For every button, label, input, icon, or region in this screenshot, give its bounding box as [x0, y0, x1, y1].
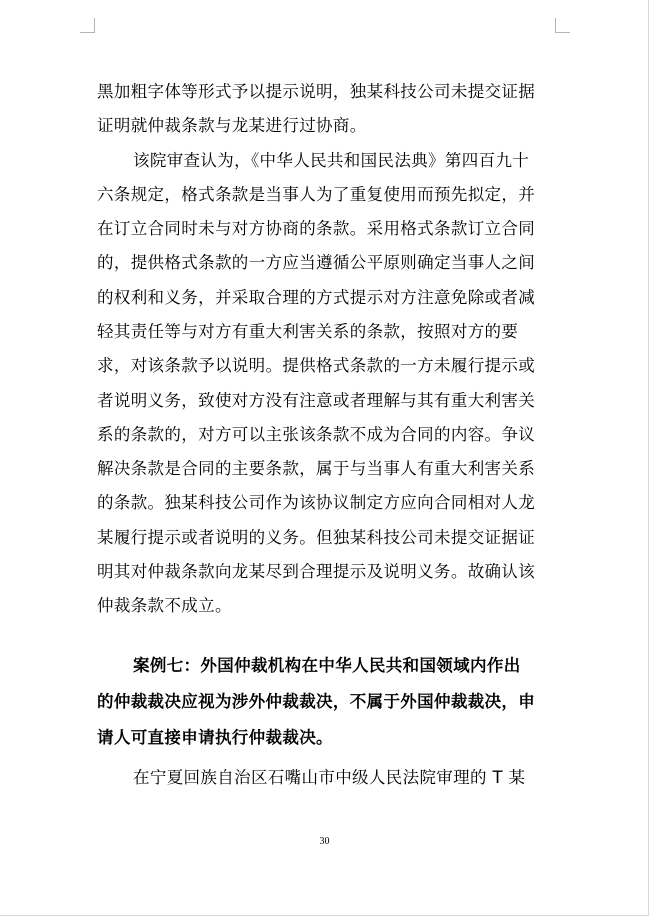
- text-line: 在订立合同时未与对方协商的条款。采用格式条款订立合同: [97, 219, 536, 239]
- text-line: 轻其责任等与对方有重大利害关系的条款，按照对方的要: [97, 321, 519, 341]
- case-heading: [97, 648, 551, 756]
- page-number: 30: [319, 836, 330, 847]
- text-line: 的，提供格式条款的一方应当遵循公平原则确定当事人之间: [97, 253, 536, 273]
- crop-mark-top-right: [555, 18, 570, 33]
- text-line: 解决条款是合同的主要条款，属于与当事人有重大利害关系: [97, 459, 536, 479]
- text-line: 在宁夏回族自治区石嘴山市中级人民法院审理的 T 某: [133, 768, 526, 787]
- text-line: 明其对仲裁条款向龙某尽到合理提示及说明义务。故确认该: [97, 562, 536, 582]
- text-line: 黑加粗字体等形式予以提示说明，独某科技公司未提交证据: [97, 82, 536, 101]
- heading-line: 请人可直接申请执行仲裁裁决。: [97, 728, 333, 747]
- heading-line: 的仲裁裁决应视为涉外仲裁裁决，不属于外国仲裁裁决，申: [97, 692, 536, 711]
- paragraph-case-intro: [97, 761, 551, 795]
- text-line: 某履行提示或者说明的义务。但独某科技公司未提交证据证: [97, 527, 536, 547]
- text-line: 该院审查认为，《中华人民共和国民法典》第四百九十: [133, 150, 530, 170]
- heading-line: 案例七：外国仲裁机构在中华人民共和国领域内作出: [133, 656, 521, 675]
- text-line: 的权利和义务，并采取合理的方式提示对方注意免除或者减: [97, 287, 536, 307]
- text-line: 六条规定，格式条款是当事人为了重复使用而预先拟定，并: [97, 184, 536, 204]
- text-line: 证明就仲裁条款与龙某进行过协商。: [97, 116, 367, 136]
- crop-mark-top-left: [80, 18, 95, 33]
- text-line: 者说明义务，致使对方没有注意或者理解与其有重大利害关: [97, 390, 536, 410]
- text-line: 系的条款的，对方可以主张该条款不成为合同的内容。争议: [97, 424, 536, 444]
- paragraph-continuation: [97, 75, 551, 144]
- paragraph-court-review: [97, 144, 551, 624]
- text-line: 求，对该条款予以说明。提供格式条款的一方未履行提示或: [97, 356, 536, 376]
- text-line: 的条款。独某科技公司作为该协议制定方应向合同相对人龙: [97, 493, 536, 513]
- text-line: 仲裁条款不成立。: [97, 596, 232, 616]
